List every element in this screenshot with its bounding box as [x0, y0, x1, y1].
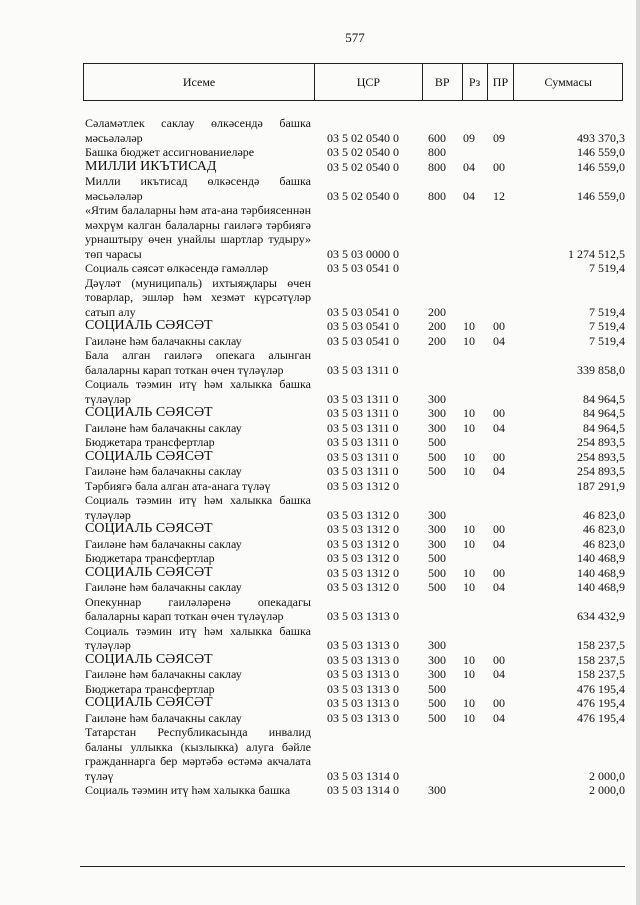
row-sum: 158 237,5 [577, 638, 625, 652]
row-sum: 7 519,4 [589, 319, 625, 333]
table-row [85, 522, 625, 537]
row-rz: 10 [463, 710, 475, 725]
row-name: Тәрбиягә бала алган ата-анага түләү [85, 478, 271, 493]
row-vr: 300 [428, 406, 446, 420]
table-row [85, 464, 625, 479]
table-row [85, 551, 625, 566]
row-pr: 04 [493, 536, 505, 551]
row-pr: 12 [493, 188, 505, 203]
row-name: Социаль тәэмин итү һәм халыкка башка түләүләр [85, 377, 311, 406]
row-name: Башка бюджет ассигнованиеләре [85, 145, 255, 159]
row-vr: 200 [428, 319, 446, 333]
row-name: Гаиләне һәм балачакны саклау [85, 333, 242, 348]
row-csr: 03 5 03 1312 0 [327, 507, 399, 522]
row-vr: 800 [428, 159, 446, 174]
row-sum: 476 195,4 [577, 681, 625, 696]
row-name: Социаль сәясәт өлкәсендә гамәлләр [85, 261, 269, 275]
row-sum: 1 274 512,5 [568, 246, 625, 261]
row-sum: 493 370,3 [577, 130, 625, 145]
row-pr: 09 [493, 130, 505, 145]
row-pr: 04 [493, 464, 505, 478]
row-name: СОЦИАЛЬ СӘЯСӘТ [85, 521, 213, 536]
row-sum: 84 964,5 [583, 391, 625, 406]
table-row [85, 261, 625, 276]
row-vr: 500 [428, 565, 446, 580]
table-row [85, 493, 625, 522]
row-sum: 254 893,5 [577, 449, 625, 464]
row-vr: 600 [428, 130, 446, 145]
row-rz: 10 [463, 667, 475, 681]
row-name: Бала алган гаиләгә опекага алынган балаларны карап тоткан өчен түләүләр [85, 348, 311, 377]
header-name: Исеме [84, 64, 315, 100]
row-name: Гаиләне һәм балачакны саклау [85, 536, 242, 551]
row-pr: 00 [493, 319, 505, 333]
row-name: Дәүләт (муниципаль) ихтыяҗлары өчен товарлар, эшләр һәм хезмәт күрсәтүләр сатып алу [85, 275, 311, 319]
row-csr: 03 5 02 0540 0 [327, 159, 399, 174]
header-rz: Рз [463, 64, 488, 100]
row-sum: 146 559,0 [577, 188, 625, 203]
row-vr: 300 [428, 420, 446, 435]
row-rz: 10 [463, 536, 475, 551]
row-name: Сәламәтлек саклау өлкәсендә башка мәсьәләләр [85, 116, 311, 145]
row-pr: 04 [493, 667, 505, 681]
row-rz: 10 [463, 464, 475, 478]
row-name: Опекуннар гаиләләренә опекадагы балаларны карап тоткан өчен түләүләр [85, 594, 311, 623]
table-row [85, 595, 625, 624]
row-name: Милли икътисад өлкәсендә башка мәсьәләләр [85, 174, 311, 203]
row-csr: 03 5 03 1311 0 [327, 449, 399, 464]
row-rz: 04 [463, 159, 475, 174]
row-name: Татарстан Республикасында инвалид баланы уллыкка (кызлыкка) алуга бәйле гражданнарга бер мәртәбә өстәмә акчалата түләү [85, 725, 311, 783]
row-name: МИЛЛИ ИКЪТИСАД [85, 158, 217, 174]
row-name: Социаль тәэмин итү һәм халыкка башка [85, 783, 291, 797]
row-vr: 500 [428, 696, 446, 710]
row-csr: 03 5 03 1313 0 [327, 710, 399, 725]
row-vr: 300 [428, 507, 446, 522]
table-row [85, 116, 625, 145]
row-vr: 300 [428, 783, 446, 797]
table-row [85, 653, 625, 668]
table-row [85, 406, 625, 421]
row-vr: 300 [428, 391, 446, 406]
table-row [85, 696, 625, 711]
row-pr: 00 [493, 159, 505, 174]
row-csr: 03 5 03 1313 0 [327, 681, 399, 696]
table-row [85, 725, 625, 783]
row-rz: 10 [463, 319, 475, 333]
table-row [85, 667, 625, 682]
row-pr: 04 [493, 580, 505, 594]
row-name: «Ятим балаларны һәм ата-ана тәрбиясеннән мәхрүм калган балаларны гаиләгә тәрбиягә урнаштыру өчен унайлы шартлар тудыру» төп чарасы [85, 203, 311, 261]
row-name: Бюджетара трансфертлар [85, 681, 215, 696]
row-name: СОЦИАЛЬ СӘЯСӘТ [85, 405, 213, 420]
table-header [83, 63, 623, 101]
row-csr: 03 5 03 1313 0 [327, 696, 399, 710]
table-row [85, 450, 625, 465]
row-csr: 03 5 03 1311 0 [327, 420, 399, 435]
table-row [85, 537, 625, 552]
row-pr: 04 [493, 710, 505, 725]
row-sum: 140 468,9 [577, 580, 625, 594]
row-rz: 10 [463, 406, 475, 420]
row-vr: 300 [428, 522, 446, 536]
row-sum: 339 858,0 [577, 362, 625, 377]
row-sum: 476 195,4 [577, 710, 625, 725]
row-csr: 03 5 03 1312 0 [327, 551, 399, 565]
row-name: Бюджетара трансфертлар [85, 435, 215, 449]
row-name: Гаиләне һәм балачакны саклау [85, 710, 242, 725]
row-csr: 03 5 03 1312 0 [327, 565, 399, 580]
table-row [85, 435, 625, 450]
row-csr: 03 5 03 1311 0 [327, 464, 399, 478]
row-name: Социаль тәэмин итү һәм халыкка башка түләүләр [85, 623, 311, 652]
row-name: СОЦИАЛЬ СӘЯСӘТ [85, 564, 213, 580]
header-sum: Суммасы [544, 74, 592, 89]
row-sum: 46 823,0 [583, 507, 625, 522]
table-row [85, 783, 625, 798]
table-row [85, 566, 625, 581]
row-csr: 03 5 02 0540 0 [327, 188, 399, 203]
row-csr: 03 5 03 1313 0 [327, 667, 399, 681]
header-vr: ВР [423, 64, 463, 100]
header-csr: ЦСР [315, 64, 423, 100]
page-edge [636, 0, 640, 905]
row-csr: 03 5 03 1312 0 [327, 522, 399, 536]
row-csr: 03 5 03 1312 0 [327, 478, 399, 493]
row-sum: 84 964,5 [583, 406, 625, 420]
table-row [85, 174, 625, 203]
row-name: СОЦИАЛЬ СӘЯСӘТ [85, 448, 213, 464]
row-vr: 500 [428, 464, 446, 478]
row-vr: 500 [428, 580, 446, 594]
row-csr: 03 5 03 1313 0 [327, 609, 399, 623]
row-sum: 158 237,5 [577, 652, 625, 667]
row-csr: 03 5 03 1314 0 [327, 768, 399, 783]
table-row [85, 421, 625, 436]
row-rz: 10 [463, 565, 475, 580]
row-vr: 500 [428, 710, 446, 725]
row-sum: 254 893,5 [577, 435, 625, 449]
row-sum: 140 468,9 [577, 551, 625, 565]
row-csr: 03 5 03 0541 0 [327, 304, 399, 319]
row-vr: 300 [428, 638, 446, 652]
header-pr: ПР [488, 64, 515, 100]
row-csr: 03 5 03 1312 0 [327, 580, 399, 594]
row-csr: 03 5 03 0541 0 [327, 333, 399, 348]
row-sum: 476 195,4 [577, 696, 625, 710]
row-csr: 03 5 03 1311 0 [327, 435, 399, 449]
row-name: Гаиләне һәм балачакны саклау [85, 464, 242, 478]
row-sum: 2 000,0 [589, 768, 625, 783]
row-csr: 03 5 02 0540 0 [327, 130, 399, 145]
row-pr: 04 [493, 333, 505, 348]
row-sum: 146 559,0 [577, 145, 625, 159]
row-vr: 200 [428, 333, 446, 348]
row-sum: 140 468,9 [577, 565, 625, 580]
table-row [85, 580, 625, 595]
row-name: СОЦИАЛЬ СӘЯСӘТ [85, 318, 213, 333]
row-sum: 7 519,4 [589, 304, 625, 319]
row-pr: 00 [493, 652, 505, 667]
row-rz: 10 [463, 652, 475, 667]
row-pr: 00 [493, 406, 505, 420]
table-row [85, 334, 625, 349]
row-rz: 10 [463, 420, 475, 435]
row-vr: 300 [428, 652, 446, 667]
row-pr: 00 [493, 522, 505, 536]
row-sum: 2 000,0 [589, 783, 625, 797]
row-sum: 46 823,0 [583, 536, 625, 551]
row-vr: 800 [428, 145, 446, 159]
table-row [85, 348, 625, 377]
row-csr: 03 5 03 1311 0 [327, 391, 399, 406]
table-row [85, 276, 625, 320]
row-csr: 03 5 03 1312 0 [327, 536, 399, 551]
row-rz: 10 [463, 580, 475, 594]
row-name: Гаиләне һәм балачакны саклау [85, 420, 242, 435]
row-sum: 634 432,9 [577, 609, 625, 623]
row-sum: 254 893,5 [577, 464, 625, 478]
table-row [85, 682, 625, 697]
table-row [85, 377, 625, 406]
row-rz: 04 [463, 188, 475, 203]
row-vr: 800 [428, 188, 446, 203]
row-name: СОЦИАЛЬ СӘЯСӘТ [85, 695, 213, 710]
row-csr: 03 5 03 0000 0 [327, 246, 399, 261]
row-vr: 500 [428, 681, 446, 696]
row-csr: 03 5 03 0541 0 [327, 319, 399, 333]
row-rz: 10 [463, 696, 475, 710]
row-csr: 03 5 03 0541 0 [327, 261, 399, 275]
row-name: Гаиләне һәм балачакны саклау [85, 667, 242, 681]
row-sum: 146 559,0 [577, 159, 625, 174]
row-sum: 187 291,9 [577, 478, 625, 493]
row-pr: 00 [493, 449, 505, 464]
row-vr: 300 [428, 667, 446, 681]
row-rz: 10 [463, 449, 475, 464]
table-body [85, 116, 625, 798]
row-vr: 300 [428, 536, 446, 551]
bottom-rule [80, 866, 625, 867]
row-sum: 46 823,0 [583, 522, 625, 536]
row-vr: 500 [428, 551, 446, 565]
row-name: Социаль тәэмин итү һәм халыкка башка түләүләр [85, 493, 311, 522]
row-vr: 500 [428, 435, 446, 449]
row-sum: 158 237,5 [577, 667, 625, 681]
row-vr: 500 [428, 449, 446, 464]
row-vr: 200 [428, 304, 446, 319]
row-csr: 03 5 03 1311 0 [327, 406, 399, 420]
row-sum: 7 519,4 [589, 261, 625, 275]
row-name: Гаиләне һәм балачакны саклау [85, 580, 242, 594]
table-row [85, 203, 625, 261]
row-csr: 03 5 03 1313 0 [327, 652, 399, 667]
row-rz: 09 [463, 130, 475, 145]
row-csr: 03 5 03 1314 0 [327, 783, 399, 797]
row-rz: 10 [463, 522, 475, 536]
row-name: Бюджетара трансфертлар [85, 551, 215, 565]
row-pr: 00 [493, 696, 505, 710]
row-name: СОЦИАЛЬ СӘЯСӘТ [85, 651, 213, 667]
row-csr: 03 5 03 1313 0 [327, 638, 399, 652]
table-row [85, 479, 625, 494]
page-number: 577 [345, 30, 365, 45]
table-row [85, 160, 625, 175]
row-csr: 03 5 03 1311 0 [327, 362, 399, 377]
table-row [85, 624, 625, 653]
table-row [85, 711, 625, 726]
table-row [85, 319, 625, 334]
row-csr: 03 5 02 0540 0 [327, 145, 399, 159]
row-pr: 04 [493, 420, 505, 435]
row-sum: 84 964,5 [583, 420, 625, 435]
table-row [85, 145, 625, 160]
row-sum: 7 519,4 [589, 333, 625, 348]
row-pr: 00 [493, 565, 505, 580]
row-rz: 10 [463, 333, 475, 348]
